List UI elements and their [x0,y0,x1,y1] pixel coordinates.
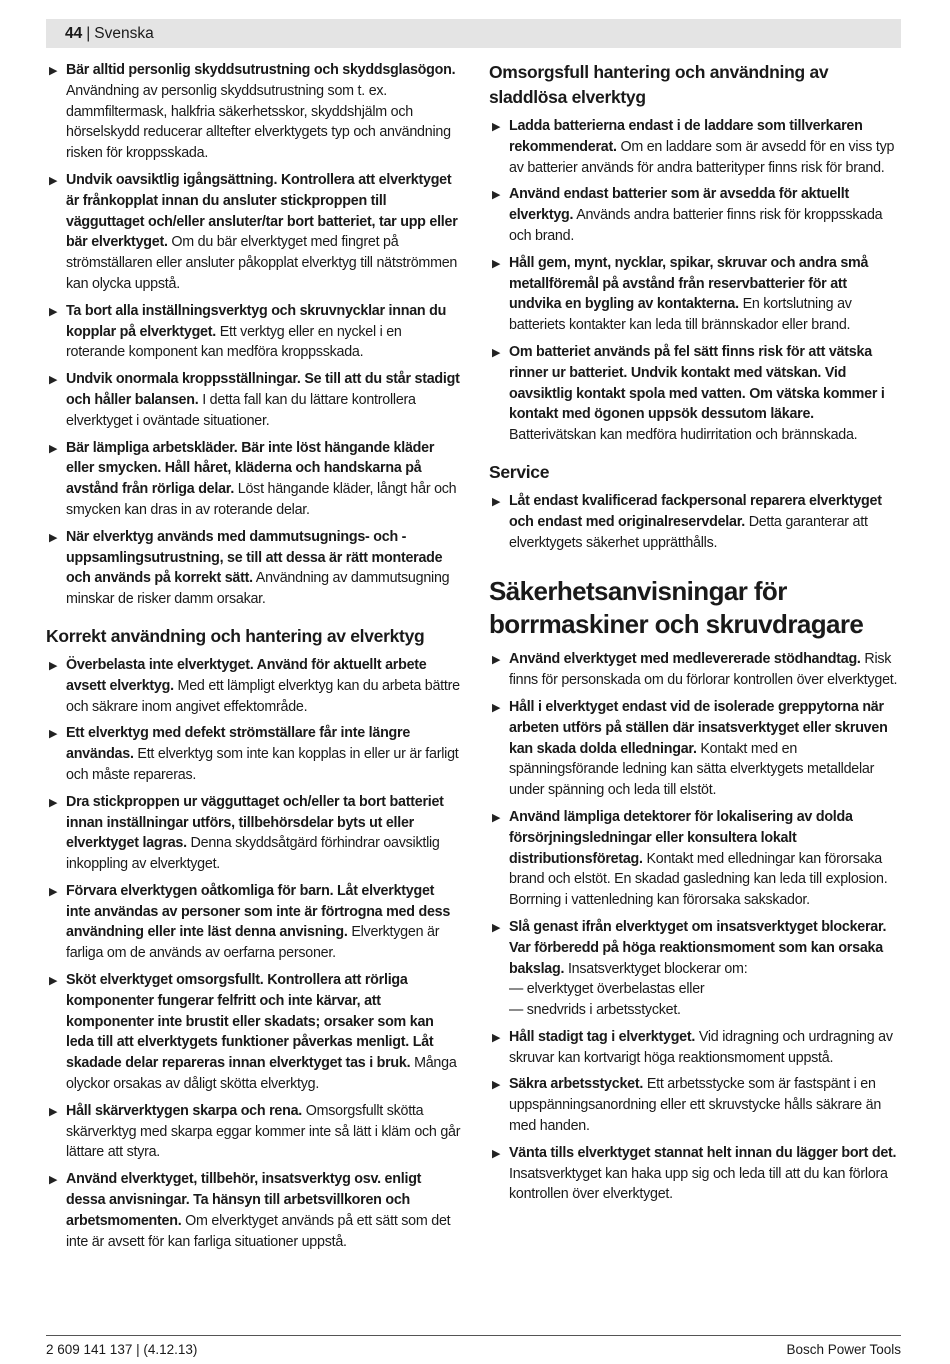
triangle-right-icon: ▶ [492,1147,501,1160]
item-bold-text: Håll gem, mynt, nycklar, spikar, skruvar och andra små metallföremål på avstånd från reservbatterier för att undvika en bygling av kontakterna. [509,254,869,313]
item-text: En kortslutning av batteriets kontakter kan leda till brännskador eller brand. [509,296,852,334]
main-heading-drill-safety: Säkerhetsanvisningar för borrmaskiner och skruvdragare [489,576,864,640]
dash-line-2: — snedvrids i arbetsstycket. [509,1002,681,1019]
item-text: Med ett lämpligt elverktyg kan du arbeta bättre och säkrare inom angivet effektområde. [66,677,460,715]
item-bold-text: Bär alltid personlig skyddsutrustning och skyddsglasögon. [66,62,456,78]
list-item [46,438,462,521]
triangle-right-icon: ▶ [492,257,501,270]
item-bold-text: Använd lämpliga detektorer för lokalisering av dolda försörjningsledningar eller konsultera lokalt distributionsföretag. [509,808,853,867]
item-bold-text: Ta bort alla inställningsverktyg och skruvnycklar innan du kopplar på elverktyget. [66,302,447,340]
triangle-right-icon: ▶ [49,728,58,741]
item-text: Omsorgsfullt skötta skärverktyg med skarpa eggar kommer inte så lätt i kläm och går lättare att styra. [66,1102,461,1161]
header-separator: | [86,25,91,42]
triangle-right-icon: ▶ [49,885,58,898]
item-bold-text: Slå genast ifrån elverktyget om insatsverktyget blockerar. Var förberedd på höga reaktionsmoment som kan orsaka bakslag. [509,918,887,977]
triangle-right-icon: ▶ [492,701,501,714]
list-item [489,649,901,691]
right-list-b [489,491,901,553]
triangle-right-icon: ▶ [49,442,58,455]
item-bold-text: Säkra arbetsstycket. [509,1076,644,1093]
right-column [489,60,901,1211]
item-text: Risk finns för personskada om du förlorar kontrollen över elverktyget. [509,651,898,689]
triangle-right-icon: ▶ [492,1031,501,1044]
triangle-right-icon: ▶ [492,654,501,667]
list-item [46,1169,462,1252]
item-text: Detta garanterar att elverktygets säkerhet upprätthålls. [509,513,868,551]
right-list-a [489,116,901,446]
item-bold-text: Överbelasta inte elverktyget. Använd för aktuellt arbete avsett elverktyg. [66,656,427,694]
list-item [46,881,462,964]
triangle-right-icon: ▶ [492,346,501,359]
list-item [489,697,901,801]
item-text: Insatsverktyget kan haka upp sig och leda till att du kan förlora kontrollen över elverktyget. [509,1165,888,1203]
item-bold-text: När elverktyg används med dammutsugnings- och -uppsamlingsutrustning, se till att dessa är rätt monterade och används på korrekt sätt. [66,528,443,587]
item-bold-text: Låt endast kvalificerad fackpersonal reparera elverktyget och endast med originalreservdelar. [509,492,882,530]
item-text: I detta fall kan du lättare kontrollera elverktyget i oväntade situationer. [66,391,416,429]
page-header [46,19,901,48]
item-text: Ett elverktyg som inte kan kopplas in eller ur är farligt och måste repareras. [66,746,459,783]
triangle-right-icon: ▶ [49,1105,58,1118]
item-bold-text: Undvik oavsiktlig igångsättning. Kontrollera att elverktyget är frånkopplat innan du ansluter stickproppen till vägguttaget och/eller ansluter/tar bort batteriet, tar upp eller bär elverktyget. [66,171,458,251]
list-item [489,491,901,553]
triangle-right-icon: ▶ [49,531,58,544]
item-bold-text: Förvara elverktygen oåtkomliga för barn. Låt elverktyget inte användas av personer som inte är förtrogna med dess användning eller inte läst denna anvisning. [66,882,451,941]
item-bold-text: Sköt elverktyget omsorgsfullt. Kontrollera att rörliga komponenter fungerar felfritt och inte kärvar, att komponenter inte brustit eller skadats; orsaker som kan leda till att elverktygets funktioner påverkas menligt. Låt skadade delar repareras innan elverktyget tas i bruk. [66,972,434,1072]
right-list-c [489,649,901,911]
section-heading-cordless: Omsorgsfull hantering och användning av sladdlösa elverktyg [489,62,829,107]
footer-brand: Bosch Power Tools [786,1342,901,1357]
triangle-right-icon: ▶ [49,374,58,387]
list-item [46,1101,462,1163]
list-item [489,1074,901,1136]
footer-divider [46,1335,901,1336]
list-item [46,527,462,610]
item-bold-text: Håll stadigt tag i elverktyget. [509,1028,696,1045]
item-bold-text: Ladda batterierna endast i de laddare som tillverkaren rekommenderat. [509,118,863,155]
left-column [46,60,462,1258]
triangle-right-icon: ▶ [49,1174,58,1187]
list-item [489,253,901,336]
list-item [46,792,462,875]
triangle-right-icon: ▶ [492,921,501,934]
item-text: Batterivätskan kan medföra hudirritation och brännskada. [509,427,858,444]
triangle-right-icon: ▶ [492,121,501,133]
left-list-b [46,655,462,1253]
item-bold-text: Använd elverktyget, tillbehör, insatsverktyg osv. enligt dessa anvisningar. Ta hänsyn till arbetsvillkoren och arbetsmomenten. [66,1171,422,1229]
item-bold-text: Undvik onormala kroppsställningar. Se till att du står stadigt och håller balansen. [66,371,460,408]
item-text: Används andra batterier finns risk för kroppsskada och brand. [509,207,883,244]
list-item [46,170,462,295]
list-item [46,301,462,363]
dash-line-1: — elverktyget överbelastas eller [509,981,705,998]
item-text: Användning av dammutsugning minskar de risker damm orsakar. [66,570,450,608]
item-text: Ett verktyg eller en nyckel i en roterande komponent kan medföra kroppsskada. [66,323,402,361]
item-text: Insatsverktyget blockerar om: [564,960,748,977]
triangle-right-icon: ▶ [492,811,501,824]
triangle-right-icon: ▶ [49,659,58,672]
list-item [489,116,901,178]
triangle-right-icon: ▶ [49,796,58,809]
item-text: Många olyckor orsakas av dåligt skötta elverktyg. [66,1055,457,1093]
triangle-right-icon: ▶ [49,174,58,187]
left-list-a [46,60,462,610]
section-heading-correct-use: Korrekt användning och hantering av elverktyg [46,625,425,646]
item-bold-text: Om batteriet används på fel sätt finns risk för att vätska rinner ur batteriet. Undvik kontakt med vätskan. Vid oavsiktlig kontakt spola med vatten. Om vätska kommer i kontakt med ögonen uppsök dessutom läkare. [509,343,885,423]
item-bold-text: Bär lämpliga arbetskläder. Bär inte löst hängande kläder eller smycken. Håll håret, kläderna och handskarna på avstånd från rörliga delar. [66,439,435,498]
item-bold-text: Dra stickproppen ur vägguttaget och/eller ta bort batteriet innan inställningar utförs, tillbehörsdelar byts ut eller elverktyget lagras. [66,793,444,852]
item-text: Om du bär elverktyget med fingret på strömställaren eller ansluter påkopplat elverktyg till nätströmmen kan olycka uppstå. [66,234,458,292]
list-item [489,1027,901,1069]
list-item [489,184,901,246]
item-text: Kontakt med en spänningsförande ledning kan sätta elverktygets metalldelar under spänning och leda till elstöt. [509,740,875,799]
triangle-right-icon: ▶ [492,189,501,202]
triangle-right-icon: ▶ [492,495,501,508]
item-text: Vid idragning och urdragning av skruvar kan kortvarigt höga reaktionsmoment uppstå. [509,1028,893,1066]
list-item-blockage [489,917,901,1021]
item-text: Elverktygen är farliga om de används av oerfarna personer. [66,924,440,962]
item-text: Användning av personlig skyddsutrustning som t. ex. dammfiltermask, halkfria säkerhetsskor, skyddshjälm och hörselskydd reducerar alltefter elverktygets typ och användning risken för kroppsskada. [66,82,451,162]
item-bold-text: Använd endast batterier som är avsedda för aktuellt elverktyg. [509,186,850,224]
item-text: Ett arbetsstycke som är fastspänt i en uppspänningsanordning eller ett skruvstycke hålls säkrare än med handen. [509,1076,882,1135]
list-item [46,60,462,164]
list-item [46,655,462,717]
item-text: Löst hängande kläder, långt hår och smycken kan dras in av roterande delar. [66,481,457,518]
triangle-right-icon: ▶ [49,305,58,318]
page-number: 44 [65,25,83,42]
item-text: Om en laddare som är avsedd för en viss typ av batterier används för andra batterityper finns risk för brand. [509,138,895,176]
item-bold-text: Ett elverktyg med defekt strömställare får inte längre användas. [66,725,411,763]
list-item [46,970,462,1095]
header-language: Svenska [94,25,154,42]
item-bold-text: Håll i elverktyget endast vid de isolerade greppytorna när arbeten utförs på ställen där insatsverktyget eller skruven kan skada dolda elledningar. [509,698,888,757]
item-bold-text: Använd elverktyget med medlevererade stödhandtag. [509,651,861,668]
item-bold-text: Håll skärverktygen skarpa och rena. [66,1102,303,1119]
list-item [46,369,462,431]
list-item [489,807,901,911]
right-list-d [489,1027,901,1205]
list-item [489,342,901,446]
triangle-right-icon: ▶ [492,1079,501,1092]
list-item [46,723,462,785]
item-text: Om elverktyget används på ett sätt som det inte är avsett för kan farliga situationer uppstå. [66,1212,451,1250]
triangle-right-icon: ▶ [49,65,58,77]
footer-doc-number: 2 609 141 137 | (4.12.13) [46,1342,198,1357]
item-text: Kontakt med elledningar kan förorsaka brand och elstöt. En skadad gasledning kan leda till explosion. Borrning i vattenledning kan förorsaka sakskador. [509,850,888,909]
section-heading-service: Service [489,461,550,482]
item-text: Denna skyddsåtgärd förhindrar oavsiktlig inkoppling av elverktyget. [66,835,440,873]
item-bold-text: Vänta tills elverktyget stannat helt innan du lägger bort det. [509,1144,897,1161]
list-item [489,1143,901,1205]
triangle-right-icon: ▶ [49,975,58,988]
